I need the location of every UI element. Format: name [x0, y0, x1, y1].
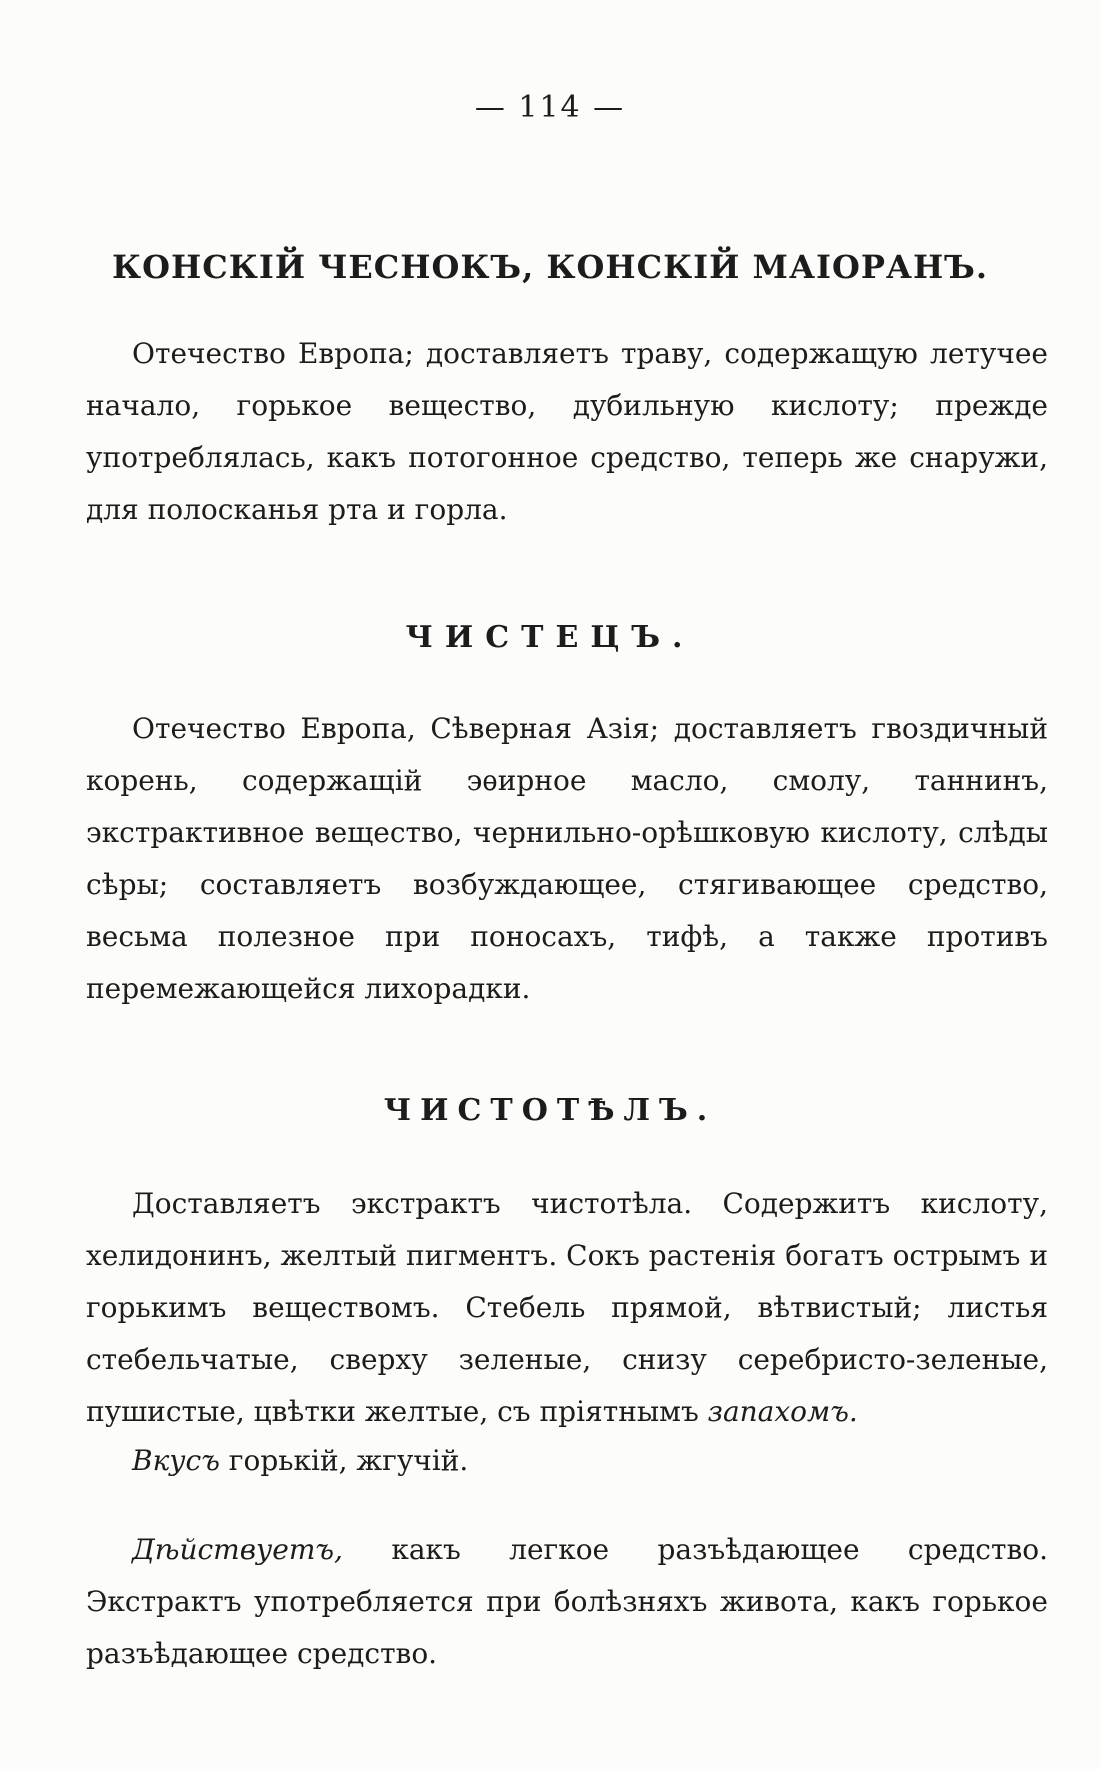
action-label: Дѣйствуетъ,	[132, 1533, 343, 1566]
taste-label: Вкусъ	[132, 1444, 220, 1477]
paragraph-horse-garlic: Отечество Европа; доставляетъ траву, содержащую летучее начало, горькое вещество, дубильную кислоту; прежде употреблялась, какъ потогонное средство, теперь же снаружи, для полосканья рта и горла.	[86, 337, 1048, 526]
paragraph-taste	[86, 1435, 1048, 1487]
page-number: — 114 —	[474, 90, 626, 125]
paragraph-action	[86, 1524, 1048, 1680]
chistotel-italic: запахомъ.	[707, 1395, 858, 1428]
taste-text: горькій, жгучій.	[219, 1444, 469, 1477]
heading-chistotel: ЧИСТОТѢЛЪ.	[383, 1093, 717, 1128]
heading-horse-garlic: КОНСКІЙ ЧЕСНОКЪ, КОНСКІЙ МАІОРАНЪ.	[112, 248, 988, 286]
paragraph-chistets: Отечество Европа, Сѣверная Азія; доставляетъ гвоздичный корень, содержащій эѳирное масло, смолу, таннинъ, экстрактивное вещество, чернильно-орѣшковую кислоту, слѣды сѣры; составляетъ возбуждающее, стягивающее средство, весьма полезное при поносахъ, тифѣ, а также противъ перемежающейся лихорадки.	[86, 712, 1048, 1005]
heading-chistets: ЧИСТЕЦЪ.	[405, 620, 695, 655]
chistotel-text: Доставляетъ экстрактъ чистотѣла. Содержитъ кислоту, хелидонинъ, желтый пигментъ. Сокъ растенія богатъ острымъ и горькимъ веществомъ. Стебель прямой, вѣтвистый; листья стебельчатые, сверху зеленые, снизу серебристо-зеленые, пушистые, цвѣтки желтые, съ пріятнымъ	[86, 1187, 1048, 1428]
action-text: какъ легкое разъѣдающее средство. Экстрактъ употребляется при болѣзняхъ живота, какъ горькое разъѣдающее средство.	[86, 1533, 1048, 1670]
paragraph-chistotel	[86, 1178, 1048, 1438]
